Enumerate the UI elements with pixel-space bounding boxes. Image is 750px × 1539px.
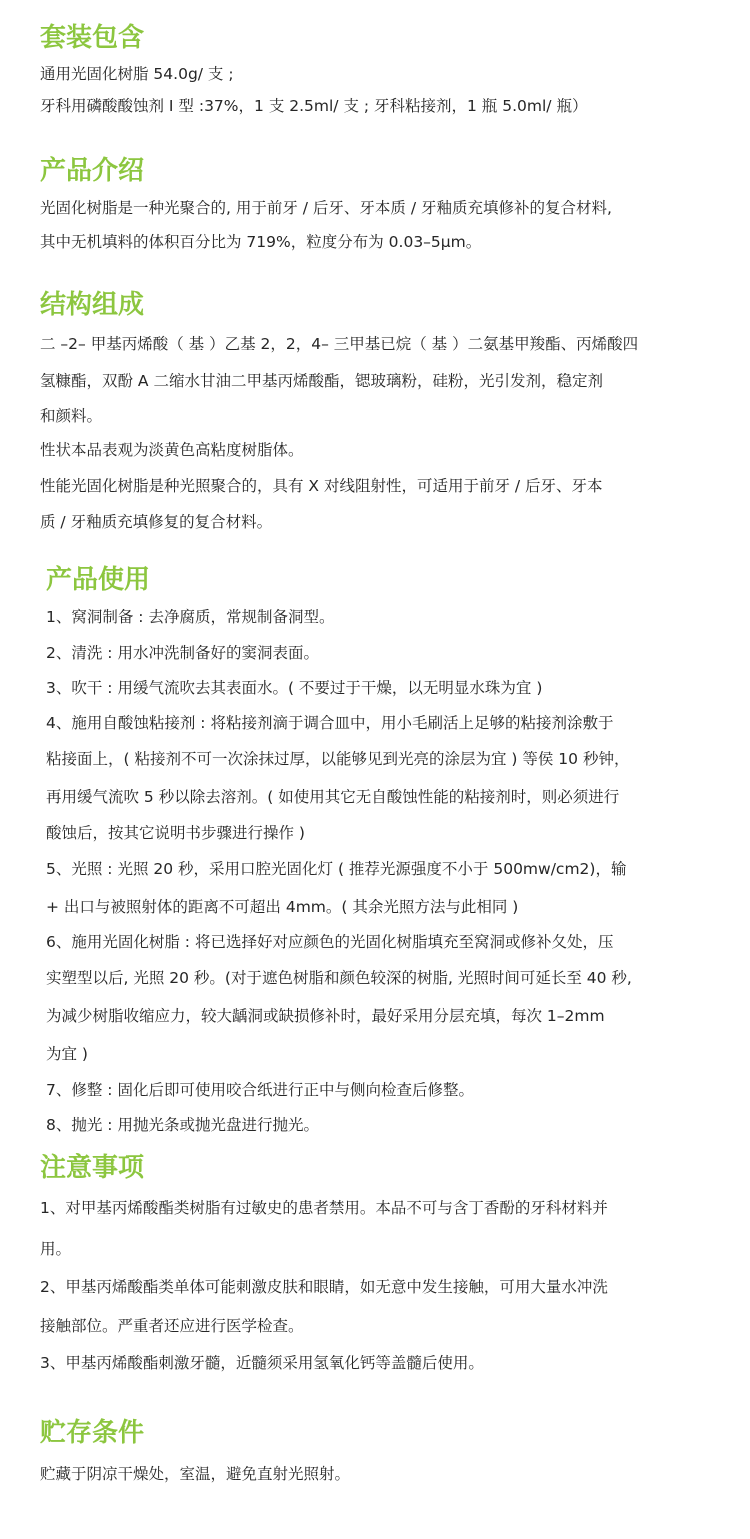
text-line: 2、清洗 : 用水冲洗制备好的窦洞表面。 — [46, 644, 319, 662]
text-line: 4、施用自酸蚀粘接剂 : 将粘接剂滴于调合皿中，用小毛刷活上足够的粘接剂涂敷于 — [46, 714, 614, 732]
text-line: 通用光固化树脂 54.0g/ 支 ; — [40, 65, 234, 83]
section-heading-composition: 结构组成 — [40, 290, 145, 320]
text-line: 接触部位。严重者还应进行医学检查。 — [40, 1317, 304, 1335]
text-line: 牙科用磷酸酸蚀剂 I 型 :37%，1 支 2.5ml/ 支 ; 牙科粘接剂，1 瓶 5.0ml/ 瓶） — [40, 97, 588, 115]
text-line: 用。 — [40, 1240, 72, 1258]
text-line: 二 –2– 甲基丙烯酸（ 基 ）乙基 2，2，4– 三甲基已烷（ 基 ）二氨基甲羧酯、丙烯酸四 — [40, 335, 639, 353]
text-line: 再用缓气流吹 5 秒以除去溶剂。( 如使用其它无自酸蚀性能的粘接剂时，则必须进行 — [46, 788, 620, 806]
text-line: 和颜料。 — [40, 407, 103, 425]
section-heading-usage: 产品使用 — [46, 565, 151, 595]
text-line: + 出口与被照射体的距离不可超出 4mm。( 其余光照方法与此相同 ) — [46, 898, 519, 916]
text-line: 质 / 牙釉质充填修复的复合材料。 — [40, 513, 273, 531]
text-line: 其中无机填料的体积百分比为 719%，粒度分布为 0.03–5μm。 — [40, 233, 482, 251]
text-line: 贮藏于阴凉干燥处，室温，避免直射光照射。 — [40, 1465, 351, 1483]
section-heading-precautions: 注意事项 — [40, 1153, 145, 1183]
text-line: 性能光固化树脂是种光照聚合的，具有 X 对线阻射性，可适用于前牙 / 后牙、牙本 — [40, 477, 603, 495]
text-line: 7、修整 : 固化后即可使用咬合纸进行正中与侧向检查后修整。 — [46, 1081, 474, 1099]
text-line: 酸蚀后，按其它说明书步骤进行操作 ) — [46, 824, 305, 842]
text-line: 1、对甲基丙烯酸酯类树脂有过敏史的患者禁用。本品不可与含丁香酚的牙科材料并 — [40, 1199, 608, 1217]
text-line: 3、吹干 : 用缓气流吹去其表面水。( 不要过于干燥，以无明显水珠为宜 ) — [46, 679, 543, 697]
text-line: 8、抛光 : 用抛光条或抛光盘进行抛光。 — [46, 1116, 319, 1134]
text-line: 6、施用光固化树脂 : 将已选择好对应颜色的光固化树脂填充至窝洞或修补夂处，压 — [46, 933, 614, 951]
text-line: 为减少树脂收缩应力，较大龋洞或缺损修补时，最好采用分层充填，每次 1–2mm — [46, 1007, 605, 1025]
section-heading-product-intro: 产品介绍 — [40, 156, 145, 186]
text-line: 5、光照 : 光照 20 秒，采用口腔光固化灯 ( 推荐光源强度不小于 500mw/cm2)，输 — [46, 860, 627, 878]
text-line: 氢糠酯，双酚 A 二缩水甘油二甲基丙烯酸酯，锶玻璃粉，硅粉，光引发剂，稳定剂 — [40, 372, 603, 390]
text-line: 1、窝洞制备 : 去净腐质，常规制备洞型。 — [46, 608, 335, 626]
text-line: 3、甲基丙烯酸酯刺激牙髓，近髓须采用氢氧化钙等盖髓后使用。 — [40, 1354, 484, 1372]
text-line: 实塑型以后, 光照 20 秒。(对于遮色树脂和颜色较深的树脂, 光照时间可延长至 40 秒, — [46, 969, 632, 987]
text-line: 性状本品表观为淡黄色高粘度树脂体。 — [40, 441, 304, 459]
text-line: 2、甲基丙烯酸酯类单体可能刺激皮肤和眼睛，如无意中发生接触，可用大量水冲洗 — [40, 1278, 608, 1296]
section-heading-kit-contents: 套装包含 — [40, 23, 145, 53]
text-line: 粘接面上，( 粘接剂不可一次涂抹过厚，以能够见到光亮的涂层为宜 ) 等侯 10 秒钟， — [46, 750, 630, 768]
text-line: 光固化树脂是一种光聚合的, 用于前牙 / 后牙、牙本质 / 牙釉质充填修补的复合材料, — [40, 199, 612, 217]
section-heading-storage: 贮存条件 — [40, 1418, 145, 1448]
text-line: 为宜 ) — [46, 1045, 88, 1063]
